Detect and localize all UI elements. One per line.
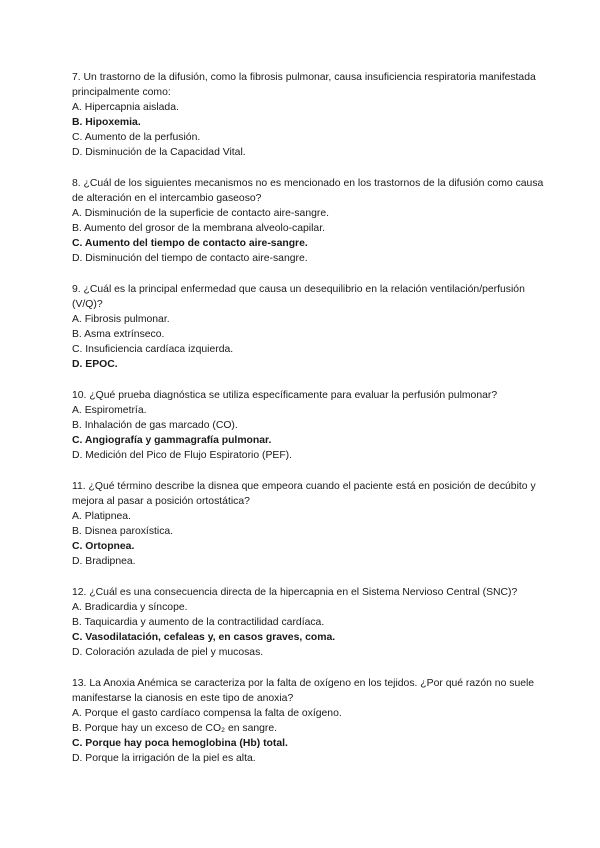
option-d: D. Disminución de la Capacidad Vital. [72, 147, 246, 158]
option-a: A. Hipercapnia aislada. [72, 102, 179, 113]
document-page [72, 70, 552, 782]
option-b: B. Inhalación de gas marcado (CO). [72, 420, 238, 431]
option-c-correct: C. Porque hay poca hemoglobina (Hb) total. [72, 738, 288, 749]
question-7 [72, 70, 552, 160]
question-text: 11. ¿Qué término describe la disnea que empeora cuando el paciente está en posición de decúbito y mejora al pasar a posición ortostática? [72, 481, 536, 507]
question-text: 7. Un trastorno de la difusión, como la fibrosis pulmonar, causa insuficiencia respiratoria manifestada principalmente como: [72, 72, 536, 98]
option-c: C. Insuficiencia cardíaca izquierda. [72, 344, 234, 355]
option-d: D. Bradipnea. [72, 556, 136, 567]
question-9 [72, 282, 552, 372]
option-b: B. Aumento del grosor de la membrana alveolo-capilar. [72, 223, 325, 234]
option-a: A. Bradicardia y síncope. [72, 602, 188, 613]
option-c: C. Aumento de la perfusión. [72, 132, 201, 143]
question-11 [72, 479, 552, 569]
question-8 [72, 176, 552, 266]
option-b: B. Disnea paroxística. [72, 526, 174, 537]
option-c-correct: C. Aumento del tiempo de contacto aire-sangre. [72, 238, 308, 249]
question-text: 13. La Anoxia Anémica se caracteriza por la falta de oxígeno en los tejidos. ¿Por qué razón no suele manifestarse la cianosis en este tipo de anoxia? [72, 678, 535, 704]
option-a: A. Fibrosis pulmonar. [72, 314, 170, 325]
option-c-correct: C. Angiografía y gammagrafía pulmonar. [72, 435, 272, 446]
option-a: A. Disminución de la superficie de contacto aire-sangre. [72, 208, 330, 219]
question-text: 12. ¿Cuál es una consecuencia directa de la hipercapnia en el Sistema Nervioso Central (SNC)? [72, 587, 518, 598]
option-b: B. Taquicardia y aumento de la contractilidad cardíaca. [72, 617, 325, 628]
question-10 [72, 388, 552, 463]
option-d: D. Coloración azulada de piel y mucosas. [72, 647, 264, 658]
option-d: D. Porque la irrigación de la piel es alta. [72, 753, 256, 764]
option-c-correct: C. Ortopnea. [72, 541, 135, 552]
option-c-correct: C. Vasodilatación, cefaleas y, en casos graves, coma. [72, 632, 336, 643]
option-a: A. Espirometría. [72, 405, 147, 416]
question-13 [72, 676, 552, 766]
option-d-correct: D. EPOC. [72, 359, 118, 370]
question-text: 9. ¿Cuál es la principal enfermedad que causa un desequilibrio en la relación ventilación/perfusión (V/Q)? [72, 284, 525, 310]
option-a: A. Porque el gasto cardíaco compensa la falta de oxígeno. [72, 708, 342, 719]
option-b: B. Asma extrínseco. [72, 329, 165, 340]
question-12 [72, 585, 552, 660]
option-d: D. Medición del Pico de Flujo Espiratorio (PEF). [72, 450, 293, 461]
option-d: D. Disminución del tiempo de contacto aire-sangre. [72, 253, 308, 264]
option-b-correct: B. Hipoxemia. [72, 117, 141, 128]
question-text: 8. ¿Cuál de los siguientes mecanismos no es mencionado en los trastornos de la difusión como causa de alteración en el intercambio gaseoso? [72, 178, 544, 204]
option-b: B. Porque hay un exceso de CO₂ en sangre. [72, 723, 278, 734]
question-text: 10. ¿Qué prueba diagnóstica se utiliza específicamente para evaluar la perfusión pulmonar? [72, 390, 498, 401]
option-a: A. Platipnea. [72, 511, 131, 522]
